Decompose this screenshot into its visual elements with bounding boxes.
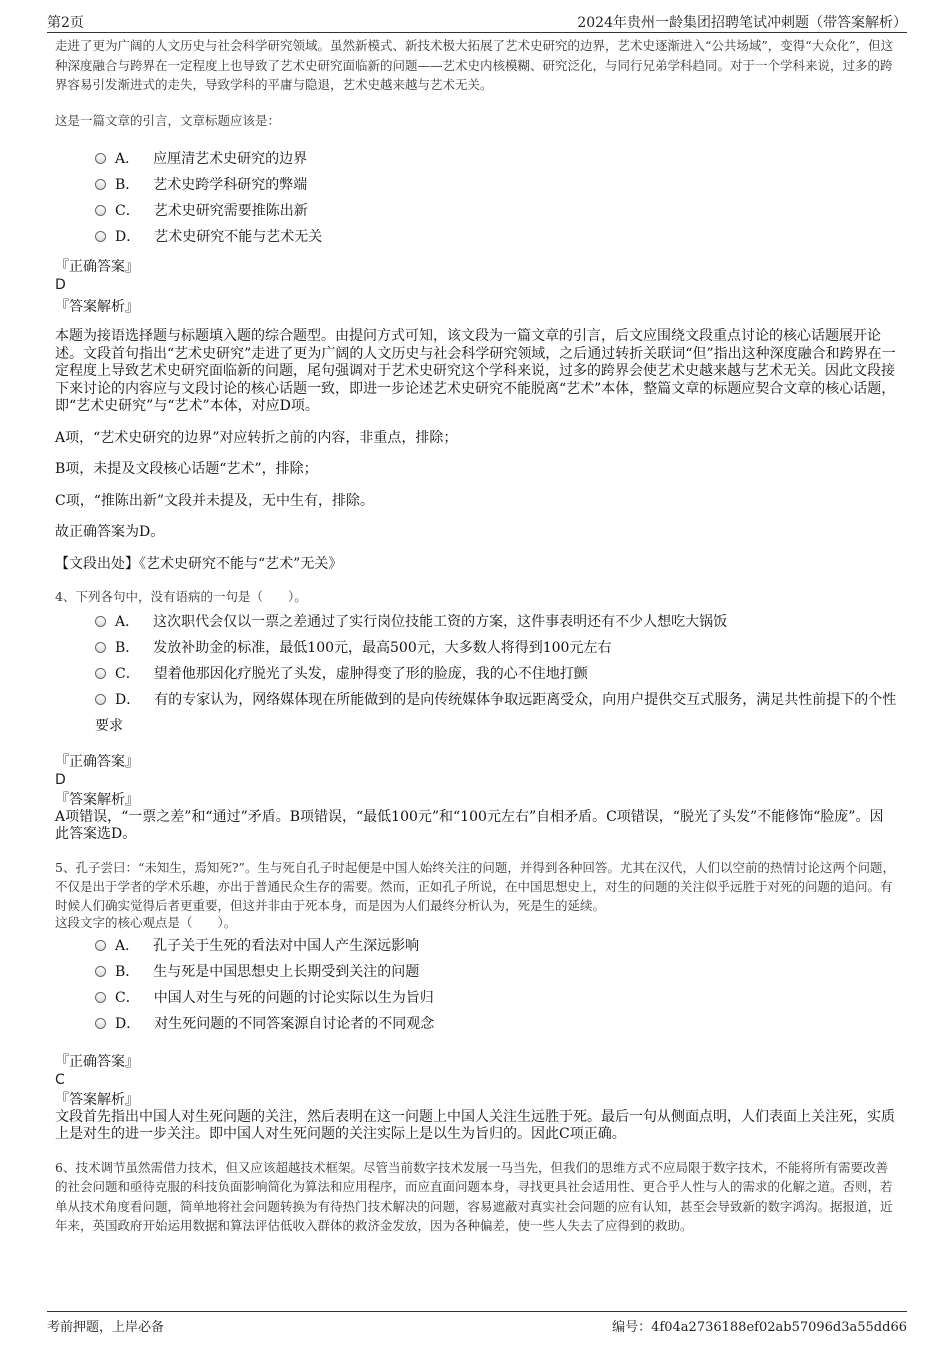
q5-question: 这段文字的核心观点是（ ）。 bbox=[55, 914, 237, 930]
radio-button-icon[interactable] bbox=[95, 1018, 106, 1029]
q4-answer: D bbox=[55, 771, 66, 788]
q3-options bbox=[55, 146, 897, 250]
q3-answer: D bbox=[55, 277, 66, 293]
radio-button-icon[interactable] bbox=[95, 668, 106, 679]
radio-button-icon[interactable] bbox=[95, 153, 106, 164]
radio-button-icon[interactable] bbox=[95, 616, 106, 627]
q5-passage: 5、孔子尝曰：“未知生，焉知死?”。生与死自孔子时起便是中国人始终关注的问题，并得到各种回答。尤其在汉代，人们以空前的热情讨论这两个问题，不仅是出于学者的学术乐趣，亦出于普通民众生存的需要。然而，正如孔子所说，在中国思想史上，对生的问题的关注似乎远胜于对死的问题的追问。有时候人们确实觉得后者更重要，但这并非由于死本身，而是因为人们最终分析认为，死是生的延续。 bbox=[55, 859, 895, 913]
q3-analysis: 本题为接语选择题与标题填入题的综合题型。由提问方式可知，该文段为一篇文章的引言，后文应围绕文段重点讨论的核心话题展开论述。文段首句指出“艺术史研究”走进了更为广阔的人文历史与社会科学研究领域，之后通过转折关联词“但”指出这种深度融合和跨界在一定程度上导致艺术史研究面临新的问题，尾句强调对于艺术史研究这个学科来说，过多的跨界会使艺术史越来越与艺术无关。因此文段接下来讨论的内容应与文段讨论的核心话题一致，即进一步论述艺术史研究不能脱离“艺术”本体，整篇文章的标题应契合文章的核心话题，即“艺术史研究”与“艺术”本体，对应D项。 bbox=[55, 328, 896, 414]
q3-option-d[interactable]: D． 艺术史研究不能与艺术无关 bbox=[55, 224, 897, 250]
q3-answer-label: 『正确答案』 bbox=[55, 259, 139, 275]
radio-button-icon[interactable] bbox=[95, 966, 106, 977]
radio-button-icon[interactable] bbox=[95, 940, 106, 951]
document-id: 编号：4f04a2736188ef02ab57096d3a55dd66 bbox=[612, 1320, 907, 1335]
q3-option-c[interactable]: C． 艺术史研究需要推陈出新 bbox=[55, 198, 897, 224]
radio-button-icon[interactable] bbox=[95, 205, 106, 216]
q5-option-b[interactable]: B． 生与死是中国思想史上长期受到关注的问题 bbox=[55, 959, 897, 985]
radio-button-icon[interactable] bbox=[95, 231, 106, 242]
q3-analysis-label: 『答案解析』 bbox=[55, 299, 139, 315]
q5-options bbox=[55, 933, 897, 1037]
q3-passage: 走进了更为广阔的人文历史与社会科学研究领域。虽然新模式、新技术极大拓展了艺术史研究的边界，艺术史逐渐进入“公共场域”，变得“大众化”，但这种深度融合与跨界在一定程度上也导致了艺术史研究面临新的问题——艺术史内核模糊、研究泛化，与同行兄弟学科趋同。对于一个学科来说，过多的跨界容易引发渐进式的走失，导致学科的平庸与隐退，艺术史越来越与艺术无关。 bbox=[55, 38, 894, 92]
radio-button-icon[interactable] bbox=[95, 694, 106, 705]
q3-option-a[interactable]: A． 应厘清艺术史研究的边界 bbox=[55, 146, 897, 172]
q4-option-c[interactable]: C． 望着他那因化疗脱光了头发，虚肿得变了形的脸庞，我的心不住地打颤 bbox=[55, 661, 897, 687]
radio-button-icon[interactable] bbox=[95, 642, 106, 653]
page-footer bbox=[47, 1311, 907, 1334]
radio-button-icon[interactable] bbox=[95, 992, 106, 1003]
radio-button-icon[interactable] bbox=[95, 179, 106, 190]
q4-options bbox=[55, 609, 897, 739]
q4-option-b[interactable]: B． 发放补助金的标准，最低100元，最高500元，大多数人将得到100元左右 bbox=[55, 635, 897, 661]
q5-option-a[interactable]: A． 孔子关于生死的看法对中国人产生深远影响 bbox=[55, 933, 897, 959]
q5-answer: C bbox=[55, 1071, 65, 1088]
q3-explanation-a: A项，“艺术史研究的边界”对应转折之前的内容，非重点，排除； bbox=[55, 429, 458, 446]
q3-question: 这是一篇文章的引言，文章标题应该是： bbox=[55, 112, 281, 128]
q3-source: 【文段出处】《艺术史研究不能与“艺术”无关》 bbox=[55, 555, 343, 572]
document-title: 2024年贵州一龄集团招聘笔试冲刺题（带答案解析） bbox=[577, 15, 907, 31]
q5-analysis: 文段首先指出中国人对生死问题的关注，然后表明在这一问题上中国人关注生远胜于死。最后一句从侧面点明，人们表面上关注死，实质上是对生的进一步关注。即中国人对生死问题的关注实际上是以生为旨归的。因此C项正确。 bbox=[55, 1108, 895, 1142]
footer-slogan: 考前押题，上岸必备 bbox=[47, 1320, 165, 1335]
q4-answer-label: 『正确答案』 bbox=[55, 753, 139, 770]
q5-option-c[interactable]: C． 中国人对生与死的问题的讨论实际以生为旨归 bbox=[55, 985, 897, 1011]
q5-analysis-label: 『答案解析』 bbox=[55, 1091, 139, 1108]
q4-question: 4、下列各句中，没有语病的一句是（ ）。 bbox=[55, 589, 307, 604]
q4-analysis-label: 『答案解析』 bbox=[55, 791, 139, 808]
q4-analysis: A项错误，“一票之差”和“通过”矛盾。B项错误，“最低100元”和“100元左右”自相矛盾。C项错误，“脱光了头发”不能修饰“脸庞”。因此答案选D。 bbox=[55, 808, 884, 842]
q3-conclusion: 故正确答案为D。 bbox=[55, 524, 165, 540]
page-number: 第2页 bbox=[47, 15, 84, 31]
q6-passage: 6、技术调节虽然需借力技术，但又应该超越技术框架。尽管当前数字技术发展一马当先，但我们的思维方式不应局限于数字技术，不能将所有需要改善的社会问题和亟待克服的科技负面影响简化为算法和应用程序，而应直面问题本身，寻找更具社会适用性、更合乎人性与人的需求的化解之道。否则，若单从技术角度看问题，简单地将社会问题转换为有待热门技术解决的问题，容易遮蔽对真实社会问题的应有认知，甚至会导致新的数字鸿沟。据报道，近年来，英国政府开始运用数据和算法评估低收入群体的救济金发放，因为各种偏差，使一些人失去了应得到的救助。 bbox=[55, 1159, 893, 1233]
q5-option-d[interactable]: D． 对生死问题的不同答案源自讨论者的不同观念 bbox=[55, 1011, 897, 1037]
q3-option-b[interactable]: B． 艺术史跨学科研究的弊端 bbox=[55, 172, 897, 198]
q4-option-a[interactable]: A． 这次职代会仅以一票之差通过了实行岗位技能工资的方案，这件事表明还有不少人想吃大锅饭 bbox=[55, 609, 897, 635]
q3-explanation-b: B项，未提及文段核心话题“艺术”，排除； bbox=[55, 461, 318, 477]
q4-option-d[interactable]: D． 有的专家认为，网络媒体现在所能做到的是向传统媒体争取远距离受众，向用户提供交互式服务，满足共性前提下的个性要求 bbox=[95, 691, 897, 734]
main-content bbox=[55, 36, 897, 1236]
q5-answer-label: 『正确答案』 bbox=[55, 1053, 139, 1070]
page-header bbox=[47, 8, 907, 33]
q3-explanation-c: C项，“推陈出新”文段并未提及，无中生有，排除。 bbox=[55, 492, 375, 509]
